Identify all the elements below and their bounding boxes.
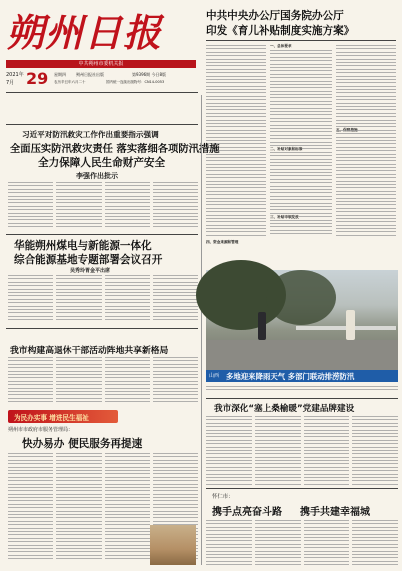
photo-tree: [266, 270, 336, 325]
top-right-rule: [206, 40, 396, 41]
story2-sub: 吴秀玲胃金平出席: [70, 268, 111, 274]
top-right-sub-4: 四、资金来源和管理: [206, 240, 239, 244]
top-right-headline-2: 印发《育儿补贴制度实施方案》: [206, 25, 355, 37]
lead-headline-2: 全力保障人民生命财产安全: [38, 157, 166, 169]
photo-label: 山西: [209, 373, 220, 379]
photo-person: [258, 312, 266, 340]
date-year: 2021年: [6, 72, 24, 78]
lead-headline-1: 全面压实防汛救灾责任 落实落细各项防汛措施: [10, 143, 220, 155]
top-right-headline-1: 中共中央办公厅国务院办公厅: [206, 10, 344, 22]
date-block: [6, 71, 206, 89]
flood-photo: [206, 270, 398, 370]
date-day: 29: [26, 69, 49, 88]
serial-number: 国内统一连续出版物号：CN14-0053: [106, 80, 165, 84]
photo-caption-bar: [206, 370, 398, 382]
lead-top-rule: [6, 124, 198, 125]
photo-caption: 多地迎来降雨天气 多部门联动排涝防汛: [226, 372, 355, 381]
story6-headline: 携手点亮奋斗路: [212, 507, 282, 518]
photo-bottom-rule: [206, 398, 398, 399]
story2-body: [8, 275, 198, 325]
publisher: 朔州日报社出版: [76, 72, 104, 77]
photo-road: [206, 340, 398, 370]
story3-body: [8, 357, 198, 409]
story4-kicker: 朔州市市政府市服务管理局：: [8, 427, 74, 433]
photo-person: [346, 310, 355, 340]
story2-headline-1: 华能朔州煤电与新能源一体化: [14, 240, 152, 252]
lead-bottom-rule: [6, 234, 198, 235]
weekday: 星期四: [54, 72, 66, 77]
top-right-sub-1: 一、总体要求: [270, 44, 292, 48]
service-banner: [8, 410, 118, 423]
lead-body: [8, 182, 198, 232]
lead-sub: 李强作出批示: [76, 172, 118, 180]
story4-photo: [150, 525, 196, 565]
story5-headline: 我市深化“塞上桑榆暖”党建品牌建设: [214, 404, 355, 414]
story6-body: [206, 520, 398, 568]
story5-bottom-rule: [206, 488, 398, 489]
lunar-date: 农历辛丑年六月二十: [54, 80, 86, 84]
top-right-body-col3: [336, 45, 396, 245]
story2-headline-2: 综合能源基地专题部署会议召开: [14, 254, 163, 266]
masthead-title: 朔州日报: [6, 10, 163, 55]
story4-headline: 快办易办 便民服务再提速: [22, 438, 143, 450]
top-right-sub-2: 二、补贴对象和标准: [270, 147, 303, 151]
service-banner-text: 为民办实事 增进民生福祉: [14, 414, 89, 422]
issue: 第9396期 今日8版: [132, 72, 166, 77]
story2-bottom-rule: [6, 328, 198, 329]
column-divider: [201, 95, 202, 565]
photo-caption-body: [206, 386, 398, 396]
masthead-rule: [6, 92, 198, 93]
story6-headline-2: 携手共建幸福城: [300, 507, 370, 518]
date-month: 7月: [6, 80, 15, 86]
lead-kicker: 习近平对防汛救灾工作作出重要指示强调: [22, 130, 159, 139]
masthead-tagline: 中共朔州市委机关报: [6, 60, 196, 68]
story3-headline: 我市构建高退休干部活动阵地共享新格局: [10, 346, 169, 356]
story5-body: [206, 416, 398, 486]
story6-kicker: 怀仁市：: [212, 494, 234, 500]
top-right-sub-3: 三、补贴申领发放: [270, 215, 299, 219]
